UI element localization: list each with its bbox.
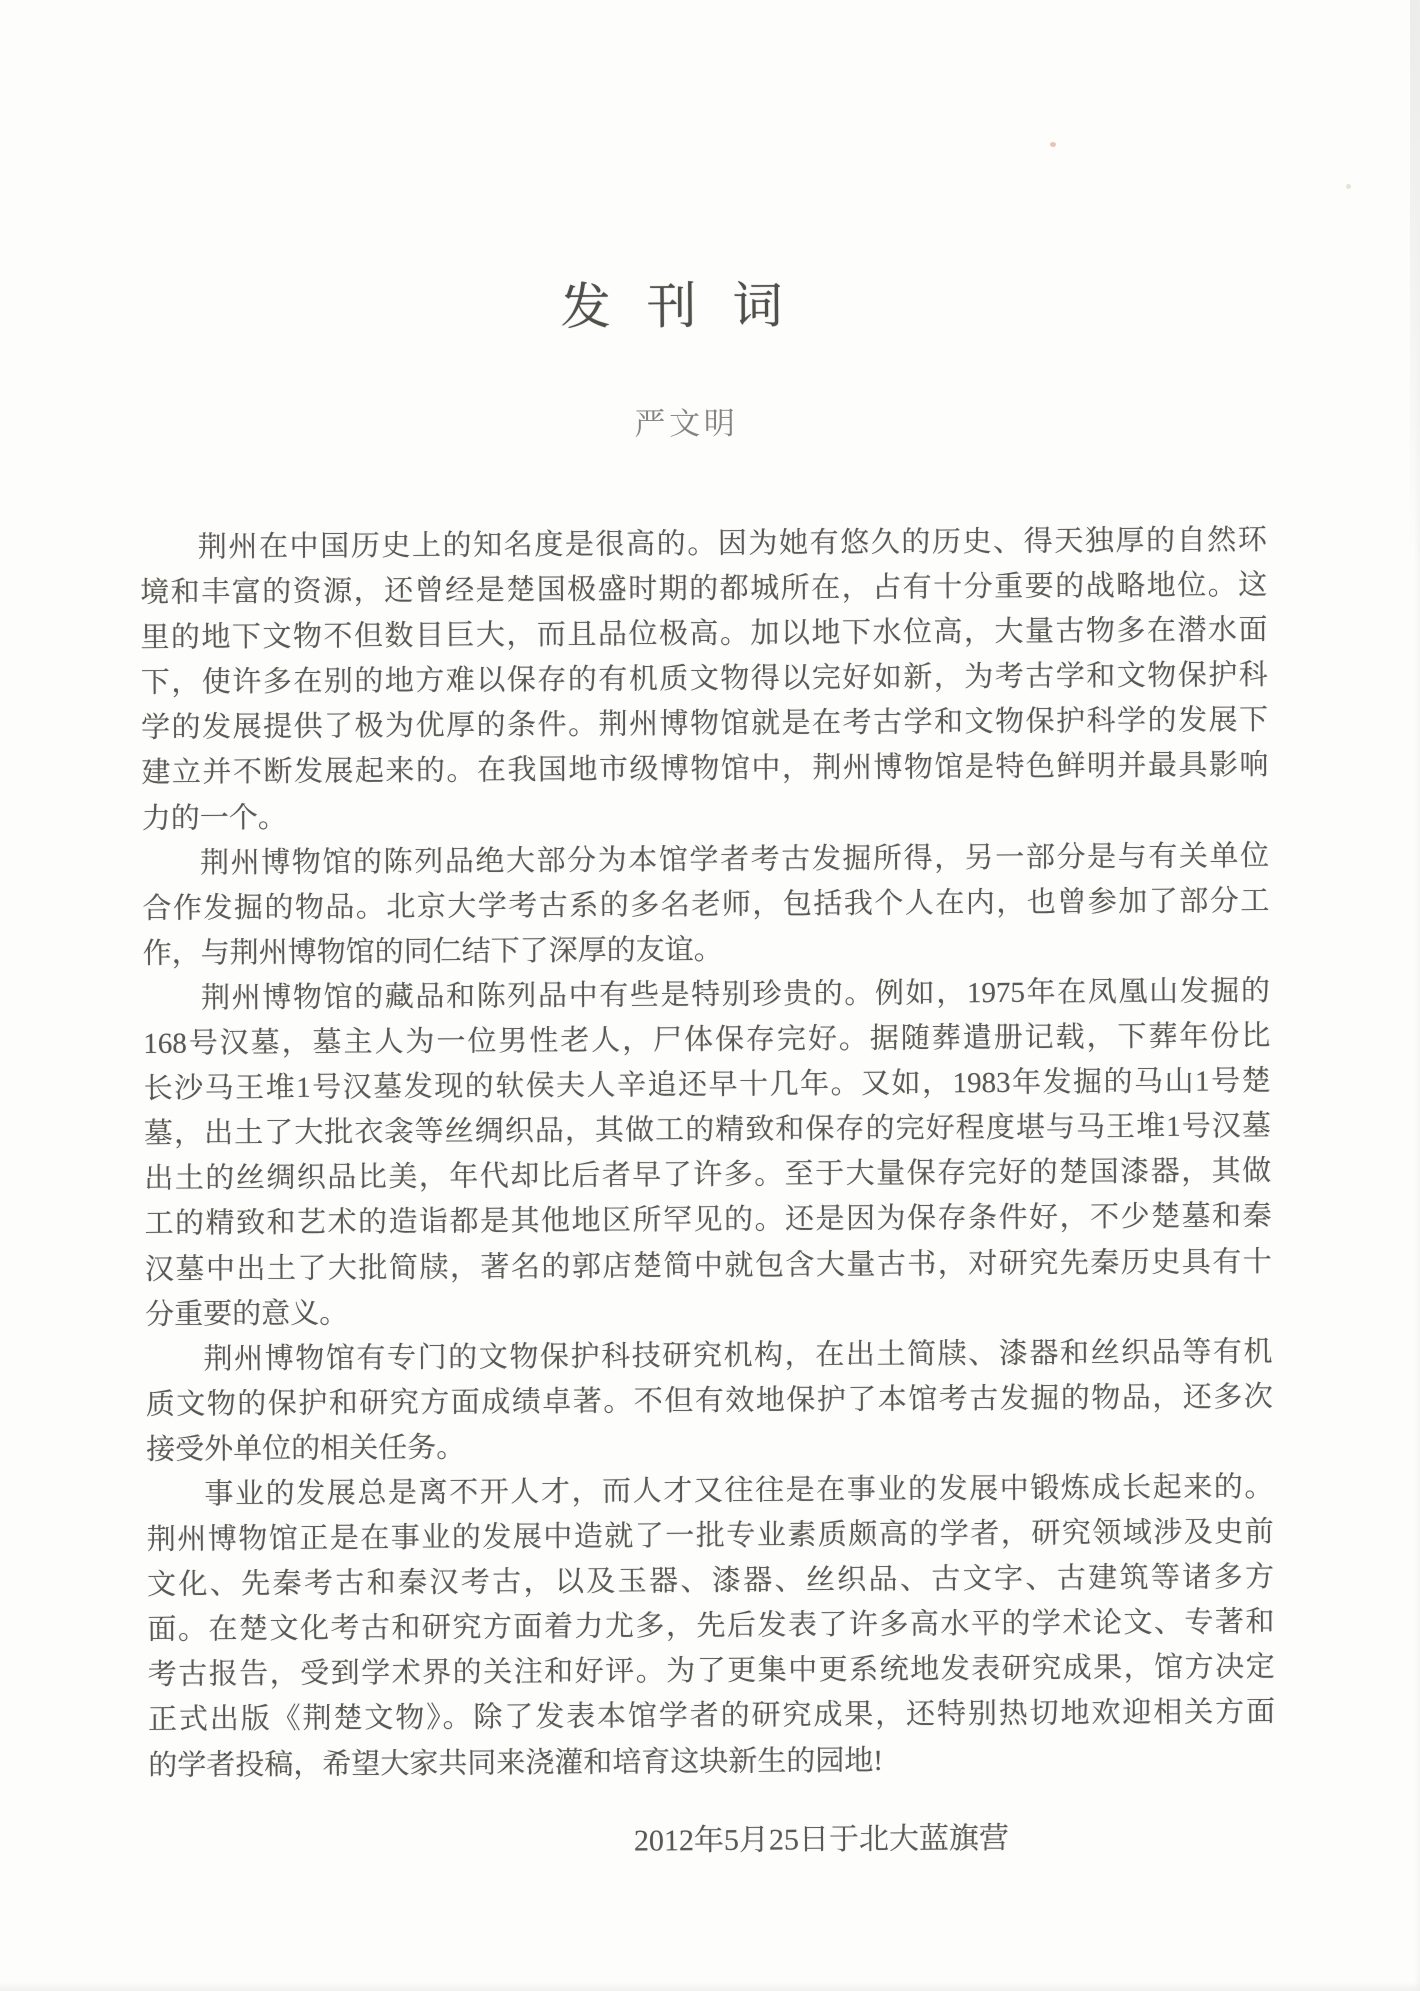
text-line: 下，使许多在别的地方难以保存的有机质文物得以完好如新，为考古学和文物保护科 (140, 659, 1268, 700)
text-line: 荆州博物馆的藏品和陈列品中有些是特别珍贵的。例如，1975年在凤凰山发掘的 (200, 975, 1271, 1015)
text-line: 出土的丝绸织品比美，年代却比后者早了许多。至于大量保存完好的楚国漆器，其做 (144, 1155, 1272, 1196)
text-line: 的学者投稿，希望大家共同来浇灌和培育这块新生的园地! (148, 1744, 884, 1782)
text-line: 工的精致和艺术的造诣都是其他地区所罕见的。还是因为保存条件好，不少楚墓和秦 (144, 1200, 1272, 1241)
text-line: 质文物的保护和研究方面成绩卓著。不但有效地保护了本馆考古发掘的物品，还多次 (145, 1380, 1273, 1421)
text-line: 建立并不断发展起来的。在我国地市级博物馆中，荆州博物馆是特色鲜明并最具影响 (141, 749, 1269, 790)
text-line: 长沙马王堆1号汉墓发现的轪侯夫人辛追还早十几年。又如，1983年发掘的马山1号楚 (143, 1065, 1271, 1106)
text-line: 荆州在中国历史上的知名度是很高的。因为她有悠久的历史、得天独厚的自然环 (197, 524, 1267, 564)
scan-speck-red (1050, 142, 1056, 147)
text-line: 学的发展提供了极为优厚的条件。荆州博物馆就是在考古学和文物保护科学的发展下 (141, 704, 1269, 745)
text-line: 分重要的意义。 (145, 1297, 349, 1331)
text-line: 作，与荆州博物馆的同仁结下了深厚的友谊。 (142, 933, 723, 970)
text-line: 面。在楚文化考古和研究方面着力尤多，先后发表了许多高水平的学术论文、专著和 (147, 1606, 1275, 1647)
text-line: 荆州博物馆有专门的文物保护科技研究机构，在出土简牍、漆器和丝织品等有机 (203, 1335, 1273, 1376)
text-line: 正式出版《荆楚文物》。除了发表本馆学者的研究成果，还特别热切地欢迎相关方面 (147, 1696, 1276, 1737)
text-line: 境和丰富的资源，还曾经是楚国极盛时期的都城所在，占有十分重要的战略地位。这 (140, 569, 1268, 610)
text-line: 168号汉墓，墓主人为一位男性老人，尸体保存完好。据随葬遣册记载，下葬年份比 (143, 1020, 1271, 1060)
text-line: 力的一个。 (141, 801, 287, 835)
dateline: 2012年5月25日于北大蓝旗营 (633, 1821, 1010, 1858)
text-line: 考古报告，受到学术界的关注和好评。为了更集中更系统地发表研究成果，馆方决定 (147, 1651, 1275, 1692)
text-line: 接受外单位的相关任务。 (146, 1431, 466, 1466)
scan-speck-beige (1346, 184, 1351, 189)
text-line: 荆州博物馆的陈列品绝大部分为本馆学者考古发掘所得，另一部分是与有关单位 (199, 839, 1270, 880)
text-line: 荆州博物馆正是在事业的发展中造就了一批专业素质颇高的学者，研究领域涉及史前 (146, 1516, 1274, 1557)
text-line: 墓，出土了大批衣衾等丝绸织品，其做工的精致和保存的完好程度堪与马王堆1号汉墓 (143, 1110, 1272, 1151)
author-name: 严文明 (634, 405, 739, 442)
text-line: 里的地下文物不但数目巨大，而且品位极高。加以地下水位高，大量古物多在潜水面 (140, 614, 1268, 655)
body-text (140, 518, 1276, 1788)
scan-edge-shadow-right (1414, 0, 1420, 1991)
text-line: 合作发掘的物品。北京大学考古系的多名老师，包括我个人在内，也曾参加了部分工 (142, 884, 1270, 925)
page-title: 发刊词 (560, 277, 819, 336)
text-line: 事业的发展总是离不开人才，而人才又往往是在事业的发展中锻炼成长起来的。 (204, 1471, 1274, 1511)
text-line: 文化、先秦考古和秦汉考古，以及玉器、漆器、丝织品、古文字、古建筑等诸多方 (146, 1561, 1275, 1602)
scan-edge-shadow-bottom (0, 1982, 1420, 1991)
text-line: 汉墓中出土了大批简牍，著名的郭店楚简中就包含大量古书，对研究先秦历史具有十 (144, 1245, 1272, 1286)
